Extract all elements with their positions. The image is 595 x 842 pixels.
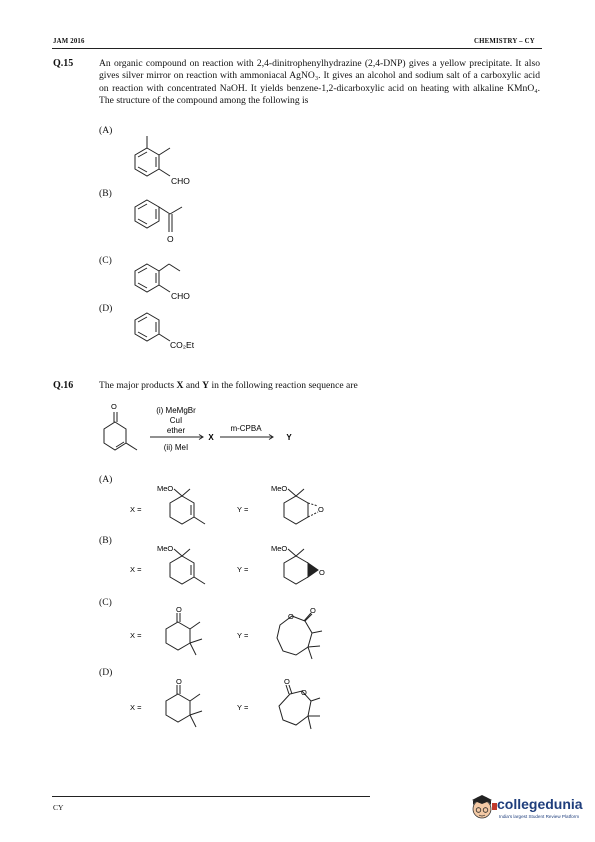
q15-option-c-structure	[125, 252, 205, 304]
q15-option-d-ester: CO₂Et	[170, 340, 195, 350]
option-b-y-eq: Y =	[237, 565, 249, 574]
q16-text: The major products X and Y in the following reaction sequence are	[99, 380, 358, 391]
brand-name: collegedunia	[497, 796, 583, 812]
q15-text: An organic compound on reaction with 2,4-dinitrophenylhydrazine (2,4-DNP) gives a yellow precipitate. It also gives silver mirror on reaction with ammoniacal AgNO₃. It gives an alcohol and sodium salt of a carboxylic acid on reaction with concentrated NaOH. It yields benzene-1,2-dicarboxylic acid on heating with alkaline KMnO₄. The structure of the compound among the following is	[99, 58, 540, 106]
scheme-product-y: Y	[286, 433, 292, 442]
option-b-y-meo: MeO	[271, 544, 288, 553]
header-subject: CHEMISTRY – CY	[474, 38, 535, 45]
scheme-reagent-5: m-CPBA	[230, 424, 262, 433]
q15-option-c-cho: CHO	[171, 291, 190, 301]
option-c-y-eq: Y =	[237, 631, 249, 640]
q15-option-d-structure	[125, 305, 215, 353]
q15-option-b-label: (B)	[99, 188, 112, 199]
header-divider	[52, 48, 542, 49]
option-c-y-ring-oxygen: O	[288, 612, 294, 621]
option-a-x-meo: MeO	[157, 484, 174, 493]
q16-option-a-structures	[130, 482, 360, 540]
mascot-icon	[472, 795, 497, 818]
scheme-reagent-1: (i) MeMgBr	[156, 406, 196, 415]
option-d-x-ketone-oxygen: O	[176, 677, 182, 686]
option-a-y-eq: Y =	[237, 505, 249, 514]
q16-reaction-scheme	[95, 398, 325, 473]
q15-option-b-oxygen: O	[167, 234, 174, 244]
q15-option-a-cho: CHO	[171, 176, 190, 186]
q16-option-b-label: (B)	[99, 535, 112, 546]
option-b-epoxide-oxygen: O	[319, 568, 325, 577]
brand-tagline: India's largest Student Review Platform	[499, 814, 580, 819]
q16-option-c-label: (C)	[99, 597, 112, 608]
scheme-reagent-4: (ii) MeI	[163, 443, 189, 452]
q16-number: Q.16	[53, 380, 74, 391]
option-b-x-meo: MeO	[157, 544, 174, 553]
scheme-reagent-2: CuI	[169, 416, 183, 425]
scheme-reagent-3: ether	[166, 426, 186, 435]
q16-option-a-label: (A)	[99, 474, 113, 485]
q16-option-b-structures	[130, 542, 360, 600]
q16-option-c-structures	[130, 604, 360, 666]
q15-number: Q.15	[53, 58, 74, 69]
option-d-y-eq: Y =	[237, 703, 249, 712]
footer-divider	[52, 796, 370, 797]
q15-option-c-label: (C)	[99, 255, 112, 266]
option-a-x-eq: X =	[130, 505, 142, 514]
option-d-x-eq: X =	[130, 703, 142, 712]
option-c-x-ketone-oxygen: O	[176, 605, 182, 614]
q15-option-d-label: (D)	[99, 303, 113, 314]
q15-option-b-structure	[125, 192, 205, 254]
option-a-y-meo: MeO	[271, 484, 288, 493]
q15-option-a-structure	[125, 130, 205, 192]
option-d-y-ring-oxygen: O	[301, 688, 307, 697]
scheme-carbonyl-oxygen: O	[111, 402, 117, 411]
q16-option-d-label: (D)	[99, 667, 113, 678]
footer-subject-code: CY	[53, 803, 64, 812]
option-b-x-eq: X =	[130, 565, 142, 574]
q15-option-a-label: (A)	[99, 125, 113, 136]
scheme-product-x: X	[208, 433, 214, 442]
q16-option-d-structures	[130, 676, 360, 738]
option-d-y-carbonyl-oxygen: O	[284, 677, 290, 686]
option-c-x-eq: X =	[130, 631, 142, 640]
option-a-epoxide-oxygen: O	[318, 505, 324, 514]
header-exam-title: JAM 2016	[53, 38, 85, 45]
option-c-y-carbonyl-oxygen: O	[310, 606, 316, 615]
